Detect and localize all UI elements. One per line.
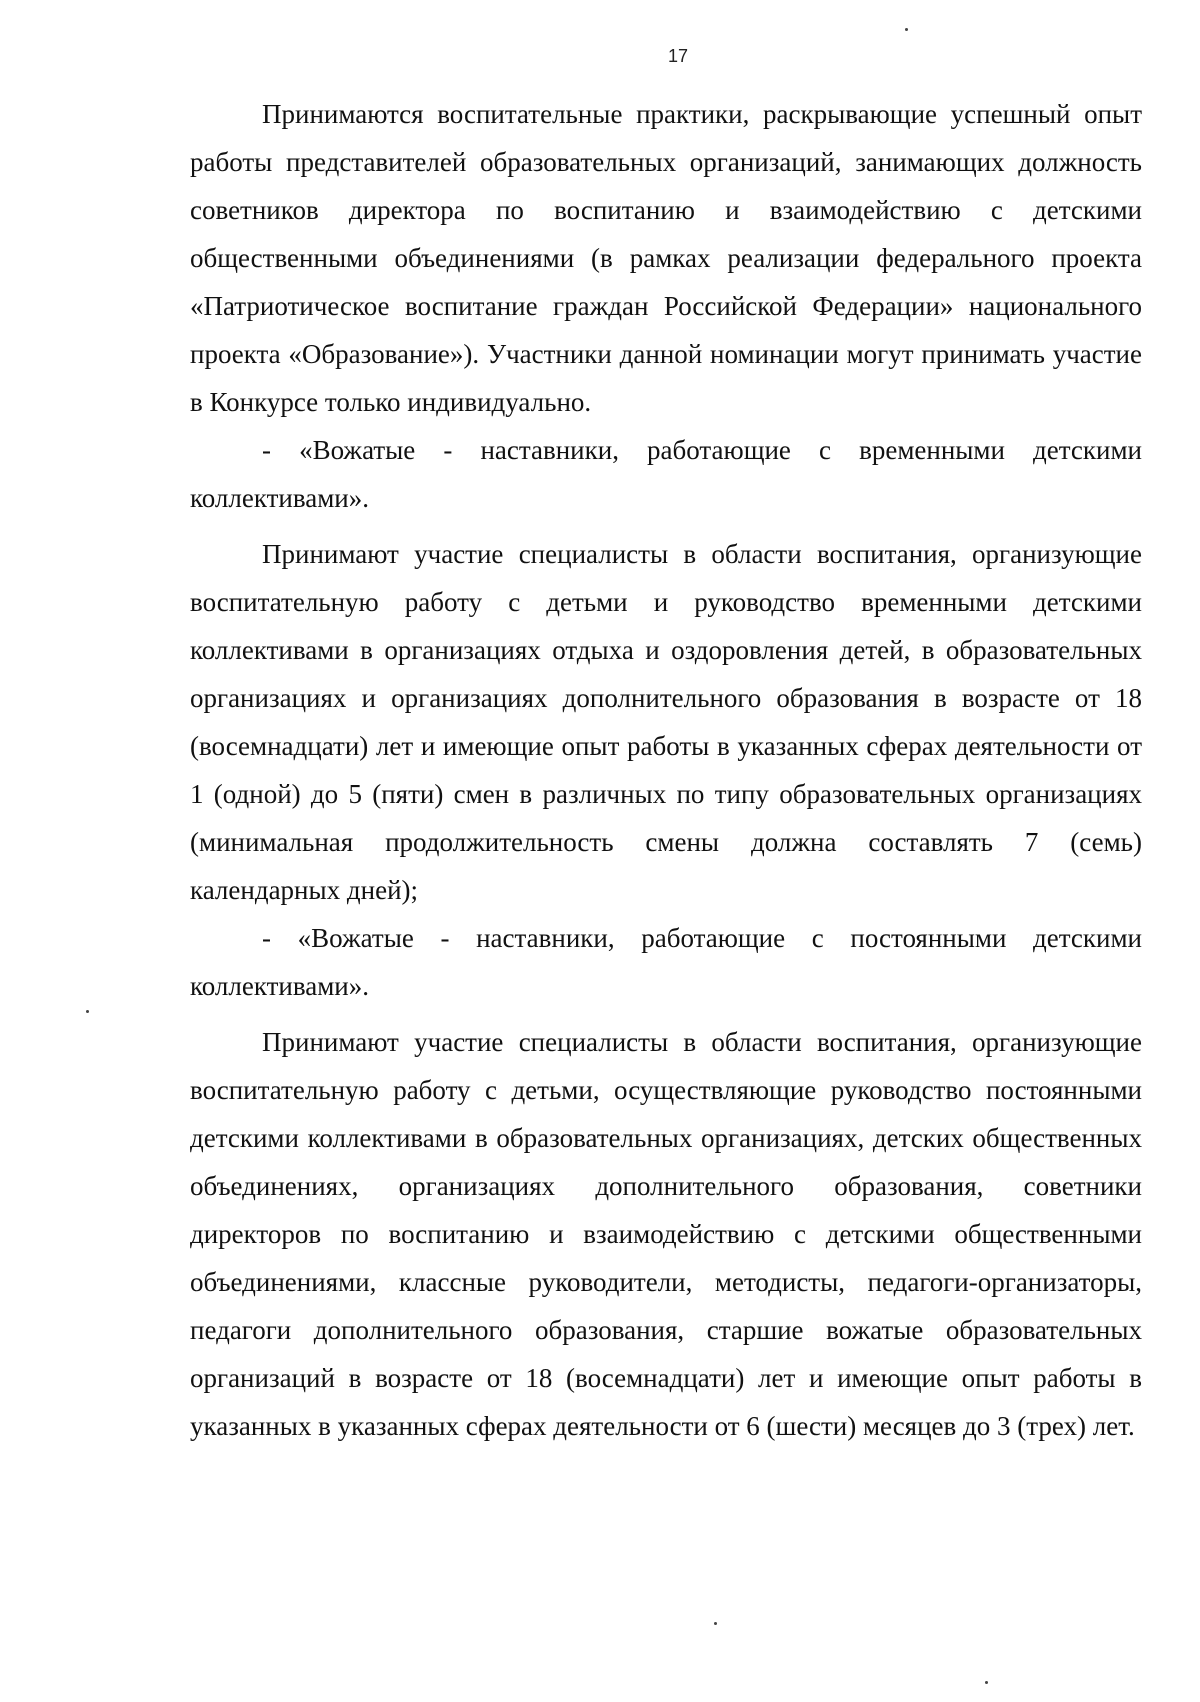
paragraph-temporary-collectives: Принимают участие специалисты в области воспитания, организующие воспитательную работу с детьми и руководство временными детскими коллективами в организациях отдыха и оздоровления детей, в образовательных организациях и организациях дополнительного образования в возрасте от 18 (восемнадцати) лет и имеющие опыт работы в указанных сферах деятельности от 1 (одной) до 5 (пяти) смен в различных по типу образовательных организациях (минимальная продолжительность смены должна составлять 7 (семь) календарных дней); (190, 539, 1142, 905)
scan-speck (86, 1010, 89, 1013)
nomination-heading-temporary: - «Вожатые - наставники, работающие с временными детскими коллективами». (190, 435, 1142, 513)
document-body (190, 90, 1142, 1450)
scan-speck (714, 1622, 717, 1625)
paragraph-practices-intro: Принимаются воспитательные практики, раскрывающие успешный опыт работы представителей образовательных организаций, занимающих должность советников директора по воспитанию и взаимодействию с детскими общественными объединениями (в рамках реализации федерального проекта «Патриотическое воспитание граждан Российской Федерации» национального проекта «Образование»). Участники данной номинации могут принимать участие в Конкурсе только индивидуально. (190, 99, 1142, 417)
scan-speck (905, 28, 908, 31)
nomination-heading-permanent: - «Вожатые - наставники, работающие с постоянными детскими коллективами». (190, 923, 1142, 1001)
paragraph-permanent-collectives: Принимают участие специалисты в области воспитания, организующие воспитательную работу с детьми, осуществляющие руководство постоянными детскими коллективами в образовательных организациях, детских общественных объединениях, организациях дополнительного образования, советники директоров по воспитанию и взаимодействию с детскими общественными объединениями, классные руководители, методисты, педагоги-организаторы, педагоги дополнительного образования, старшие вожатые образовательных организаций в возрасте от 18 (восемнадцати) лет и имеющие опыт работы в указанных в указанных сферах деятельности от 6 (шести) месяцев до 3 (трех) лет. (190, 1027, 1142, 1441)
page-number: 17 (667, 46, 689, 66)
scan-speck (985, 1681, 988, 1684)
